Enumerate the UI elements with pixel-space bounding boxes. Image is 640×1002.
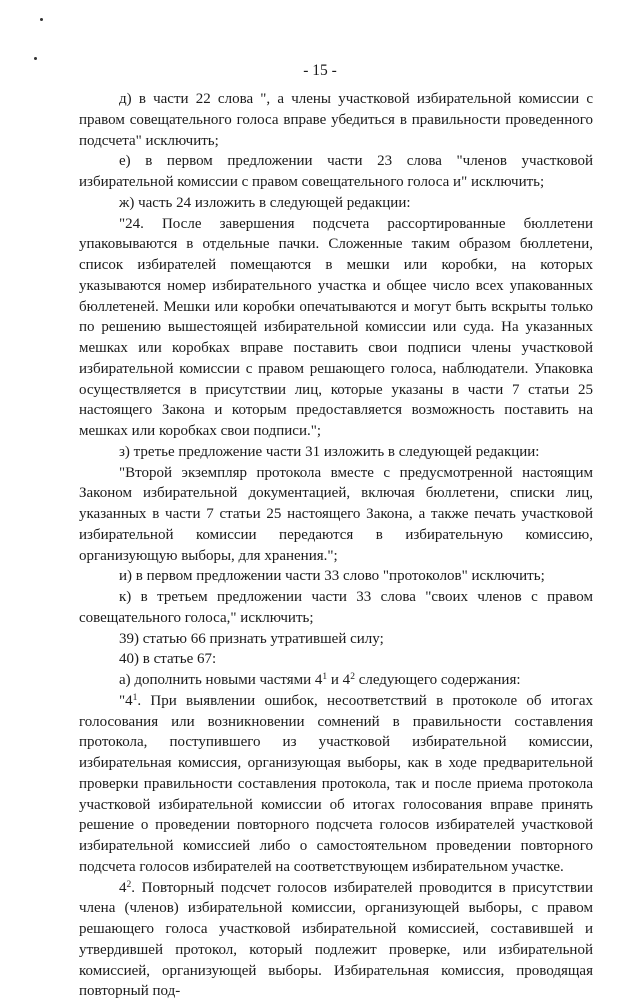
superscript: 2 [350, 672, 355, 682]
paragraph: д) в части 22 слова ", а члены участковой избирательной комиссии с правом совещательного голоса вправе убедиться в правильности проведенного подсчета" исключить; [79, 89, 593, 151]
superscript: 1 [322, 672, 327, 682]
superscript: 1 [133, 693, 138, 703]
paragraph: к) в третьем предложении части 33 слова "своих членов с правом совещательного голоса," исключить; [79, 587, 593, 629]
superscript: 2 [127, 880, 132, 890]
scan-speck [40, 18, 43, 21]
paragraph: е) в первом предложении части 23 слова "членов участковой избирательной комиссии с правом совещательного голоса и" исключить; [79, 151, 593, 193]
paragraph: "Второй экземпляр протокола вместе с предусмотренной настоящим Законом избирательной документацией, включая бюллетени, списки лиц, указанных в части 7 статьи 25 настоящего Закона, а также печать участковой избирательной комиссии передаются в избирательную комиссию, организующую выборы, для хранения."; [79, 463, 593, 567]
body-text [79, 89, 593, 1002]
paragraph: з) третье предложение части 31 изложить в следующей редакции: [79, 442, 593, 463]
paragraph: и) в первом предложении части 33 слово "протоколов" исключить; [79, 566, 593, 587]
paragraph: а) дополнить новыми частями $4^1$ и $4^2$ следующего содержания: [79, 670, 593, 691]
paragraph: ж) часть 24 изложить в следующей редакции: [79, 193, 593, 214]
paragraph: "$4^1$. При выявлении ошибок, несоответствий в протоколе об итогах голосования или возникновении сомнений в правильности составления протокола, поступившего из участковой избирательной комиссии, избирательная комиссия, организующая выборы, как в ходе предварительной проверки правильности составления протокола, так и после приема протокола участковой избирательной комиссии об итогах голосования вправе принять решение о проведении повторного подсчета голосов избирателей участковой избирательной комиссией либо о самостоятельном проведении повторного подсчета голосов избирателей на соответствующем избирательном участке. [79, 691, 593, 878]
paragraph: "24. После завершения подсчета рассортированные бюллетени упаковываются в отдельные пачки. Сложенные таким образом бюллетени, список избирателей помещаются в мешки или коробки, на которых указываются номер избирательного участка и общее число всех упакованных бюллетеней. Мешки или коробки опечатываются и могут быть вскрыты только по решению вышестоящей избирательной комиссии или суда. На указанных мешках или коробках вправе поставить свои подписи члены участковой избирательной комиссии с правом решающего голоса, наблюдатели. Упаковка осуществляется в присутствии лиц, которые указаны в части 7 статьи 25 настоящего Закона и которым предоставляется возможность поставить на мешках или коробках свои подписи."; [79, 214, 593, 442]
paragraph: 40) в статье 67: [79, 649, 593, 670]
paragraph: $4^2$. Повторный подсчет голосов избирателей проводится в присутствии члена (членов) избирательной комиссии, организующей выборы, с правом решающего голоса участковой избирательной комиссией, составившей и утвердившей протокол, который подлежит проверке, или избирательной комиссией, организующей выборы. Избирательная комиссия, проводящая повторный под- [79, 878, 593, 1002]
paragraph: 39) статью 66 признать утратившей силу; [79, 629, 593, 650]
page-number: - 15 - [0, 62, 640, 80]
scan-speck [34, 57, 37, 60]
